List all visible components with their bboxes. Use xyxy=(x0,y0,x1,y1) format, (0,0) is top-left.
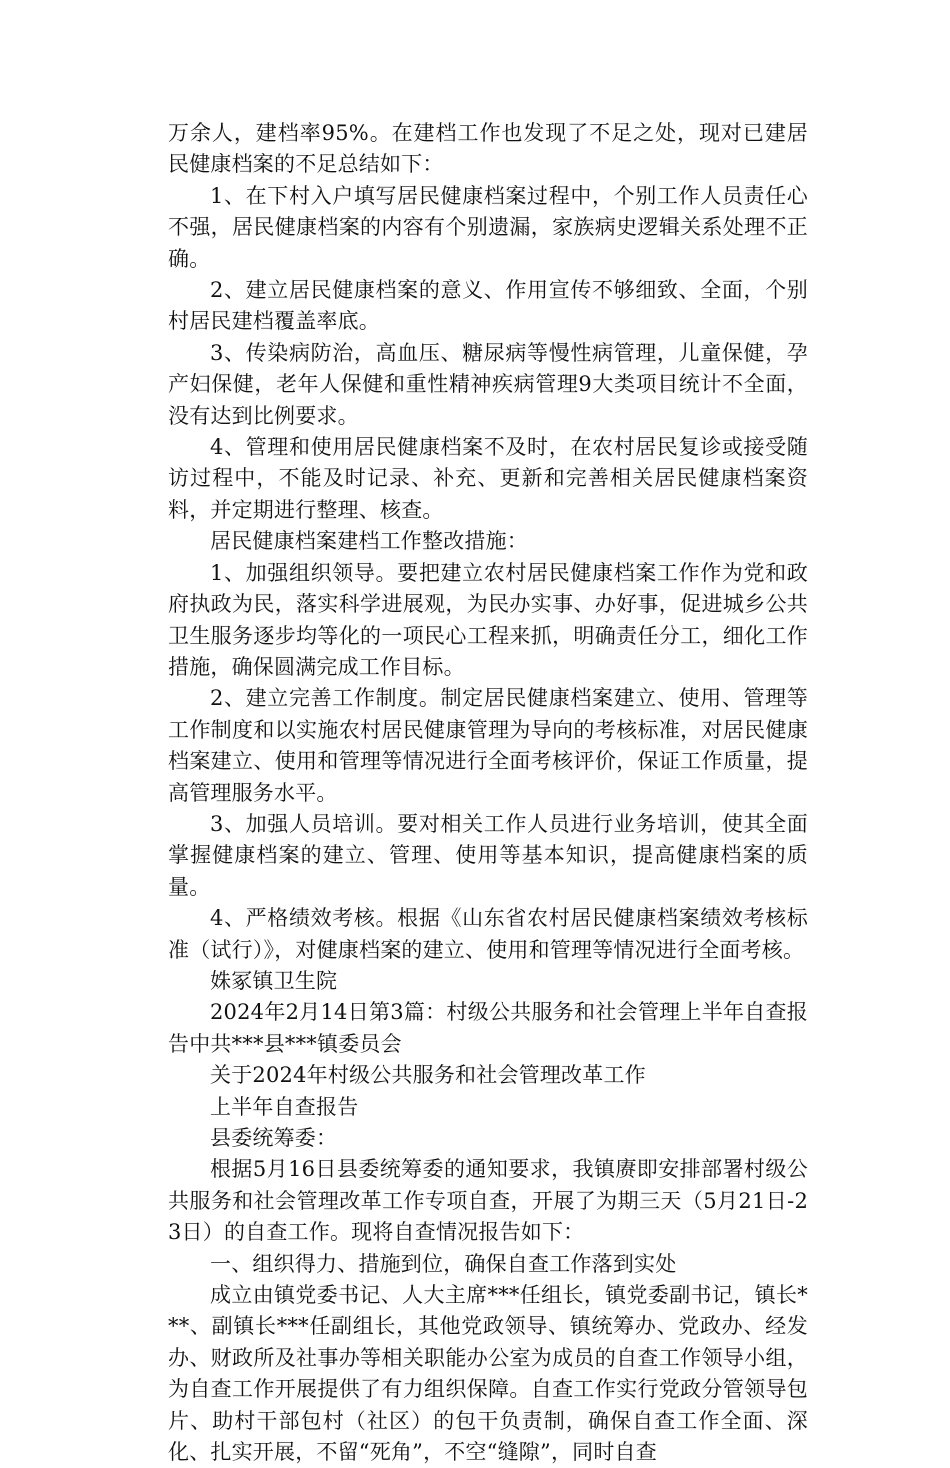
section-heading-1: 一、组织得力、措施到位，确保自查工作落到实处 xyxy=(210,1251,677,1276)
section-heading-rectification: 居民健康档案建档工作整改措施： xyxy=(210,529,528,554)
paragraph-4: 3、传染病防治，高血压、糖尿病等慢性病管理，儿童保健，孕产妇保健，老年人保健和重性精神疾病管理9大类项目统计不全面，没有达到比例要求。 xyxy=(168,340,808,428)
report-title-line-1: 关于2024年村级公共服务和社会管理改革工作 xyxy=(210,1063,646,1088)
paragraph-10: 4、严格绩效考核。根据《山东省农村居民健康档案绩效考核标准（试行）》，对健康档案的建立、使用和管理等情况进行全面考核。 xyxy=(168,906,808,962)
paragraph-9: 3、加强人员培训。要对相关工作人员进行业务培训，使其全面掌握健康档案的建立、管理、使用等基本知识，提高健康档案的质量。 xyxy=(168,811,808,899)
date-and-next-title: 2024年2月14日第3篇：村级公共服务和社会管理上半年自查报告中共***县***镇委员会 xyxy=(168,1000,808,1056)
paragraph-2: 1、在下村入户填写居民健康档案过程中，个别工作人员责任心不强，居民健康档案的内容有个别遗漏，家族病史逻辑关系处理不正确。 xyxy=(168,183,808,271)
report-title-line-2: 上半年自查报告 xyxy=(210,1094,359,1119)
addressee: 县委统筹委： xyxy=(210,1126,338,1150)
paragraph-18: 成立由镇党委书记、人大主席***任组长，镇党委副书记，镇长***、副镇长***任副组长，其他党政领导、镇统筹办、党政办、经发办、财政所及社事办等相关职能办公室为成员的自查工作领导小组，为自查工作开展提供了有力组织保障。自查工作实行党政分管领导包片、助村干部包村（社区）的包干负责制，确保自查工作全面、深化、扎实开展，不留“死角”，不空“缝隙”，同时自查 xyxy=(168,1283,808,1465)
paragraph-1: 万余人，建档率95%。在建档工作也发现了不足之处，现对已建居民健康档案的不足总结如下： xyxy=(168,121,808,177)
paragraph-3: 2、建立居民健康档案的意义、作用宣传不够细致、全面，个别村居民建档覆盖率底。 xyxy=(168,278,808,334)
paragraph-7: 1、加强组织领导。要把建立农村居民健康档案工作作为党和政府执政为民，落实科学进展观，为民办实事、办好事，促进城乡公共卫生服务逐步均等化的一项民心工程来抓，明确责任分工，细化工作措施，确保圆满完成工作目标。 xyxy=(168,560,808,679)
paragraph-16: 根据5月16日县委统筹委的通知要求，我镇赓即安排部署村级公共服务和社会管理改革工作专项自查，开展了为期三天（5月21日-23日）的自查工作。现将自查情况报告如下： xyxy=(168,1157,808,1245)
signature-organization: 姝冢镇卫生院 xyxy=(210,968,338,993)
paragraph-5: 4、管理和使用居民健康档案不及时，在农村居民复诊或接受随访过程中，不能及时记录、补充、更新和完善相关居民健康档案资料，并定期进行整理、核查。 xyxy=(168,435,808,522)
document-body xyxy=(168,118,808,1468)
paragraph-8: 2、建立完善工作制度。制定居民健康档案建立、使用、管理等工作制度和以实施农村居民健康管理为导向的考核标准，对居民健康档案建立、使用和管理等情况进行全面考核评价，保证工作质量，提高管理服务水平。 xyxy=(168,686,808,805)
